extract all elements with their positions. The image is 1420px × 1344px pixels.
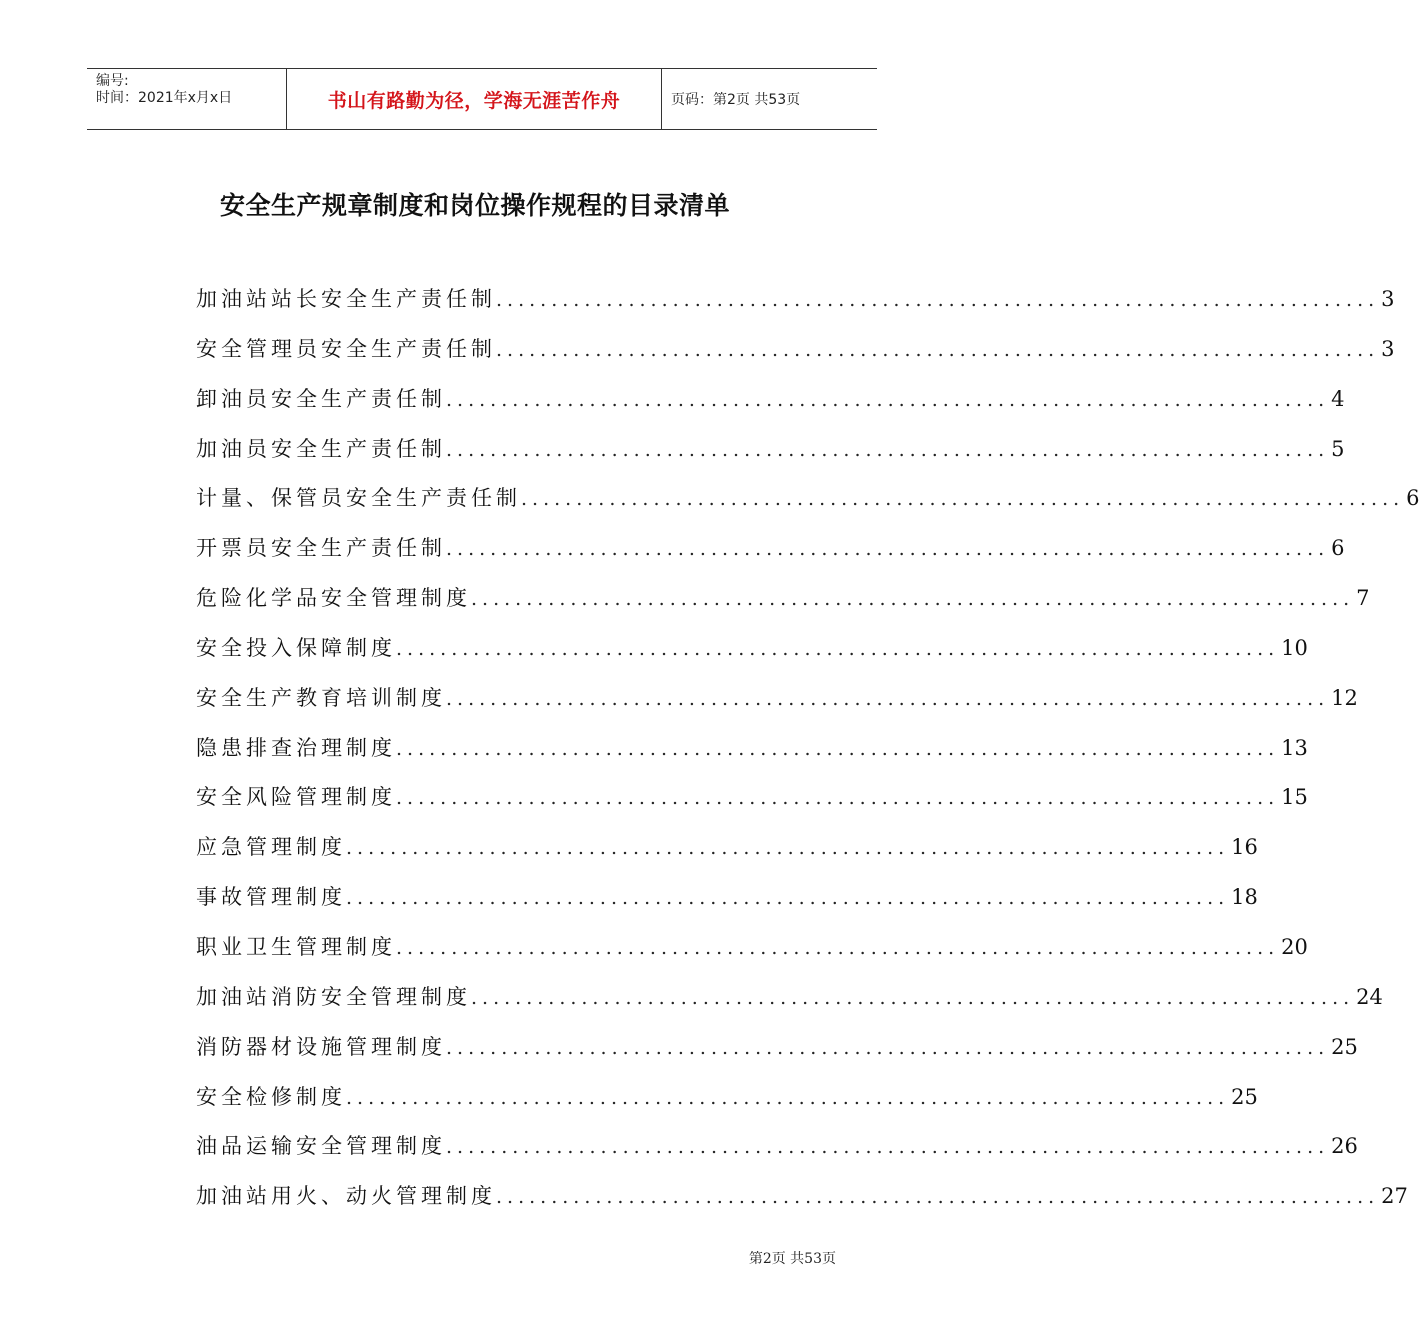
toc-entry-title: 隐患排查治理制度 [196, 735, 396, 760]
toc-entry-title: 开票员安全生产责任制 [196, 536, 446, 561]
toc-dot-leader: ................................................................................ [446, 687, 1330, 710]
header-motto [287, 69, 662, 129]
toc-entry[interactable] [196, 981, 1383, 1031]
toc-entry-page: 20 [1281, 934, 1308, 959]
header-page-info [662, 69, 877, 129]
toc-entry[interactable] [196, 532, 1345, 582]
toc-entry[interactable] [196, 831, 1258, 881]
toc-entry-title: 加油站消防安全管理制度 [196, 984, 471, 1009]
toc-dot-leader: ................................................................................ [346, 1086, 1230, 1109]
toc-entry-page: 5 [1331, 436, 1345, 461]
toc-entry-page: 13 [1281, 735, 1308, 760]
document-title: 安全生产规章制度和岗位操作规程的目录清单 [219, 191, 730, 220]
toc-entry-page: 3 [1381, 287, 1395, 311]
toc-entry-page: 3 [1381, 336, 1395, 361]
toc-dot-leader: ................................................................................ [446, 538, 1330, 561]
document-time: 时间：2021年x月x日 [96, 90, 233, 106]
toc-entry-title: 加油员安全生产责任制 [196, 436, 446, 461]
toc-entry[interactable] [196, 333, 1395, 383]
toc-entry[interactable] [196, 582, 1370, 632]
toc-entry-page: 10 [1281, 635, 1308, 660]
toc-entry[interactable] [196, 931, 1308, 981]
toc-entry-title: 安全投入保障制度 [196, 635, 396, 660]
toc-entry-title: 消防器材设施管理制度 [196, 1034, 446, 1059]
toc-entry-title: 应急管理制度 [196, 835, 346, 860]
toc-entry-page: 15 [1281, 785, 1308, 810]
toc-entry-page: 6 [1406, 486, 1420, 511]
toc-entry-page: 4 [1331, 386, 1345, 411]
toc-entry[interactable] [196, 433, 1345, 483]
toc-entry-page: 25 [1231, 1084, 1258, 1109]
toc-entry[interactable] [196, 781, 1308, 831]
toc-entry-title: 安全检修制度 [196, 1084, 346, 1109]
toc-dot-leader: ................................................................................ [446, 1136, 1330, 1159]
toc-entry-title: 计量、保管员安全生产责任制 [196, 486, 521, 511]
toc-entry[interactable] [196, 682, 1358, 732]
header-meta [87, 69, 287, 129]
toc-entry-page: 12 [1331, 685, 1358, 710]
toc-dot-leader: ................................................................................ [346, 837, 1230, 860]
toc-entry[interactable] [196, 383, 1345, 433]
toc-entry-page: 25 [1331, 1034, 1358, 1059]
toc-entry-title: 安全生产教育培训制度 [196, 685, 446, 710]
toc-dot-leader: ................................................................................ [471, 588, 1355, 611]
toc-entry-title: 危险化学品安全管理制度 [196, 586, 471, 611]
toc-dot-leader: ................................................................................ [446, 1036, 1330, 1059]
toc-entry-page: 16 [1231, 835, 1258, 860]
footer-page-number: 第2页 共53页 [748, 1251, 836, 1267]
toc-entry[interactable] [196, 1130, 1358, 1180]
toc-entry-title: 职业卫生管理制度 [196, 934, 396, 959]
toc-entry[interactable] [196, 732, 1308, 782]
toc-entry-page: 24 [1356, 984, 1383, 1009]
document-number-label: 编号: [96, 73, 129, 89]
toc-entry[interactable] [196, 482, 1420, 532]
toc-entry-page: 27 [1381, 1184, 1408, 1209]
toc-entry[interactable] [196, 632, 1308, 682]
toc-dot-leader: ................................................................................ [446, 438, 1330, 461]
page-header [87, 68, 877, 130]
toc-entry[interactable] [196, 1081, 1258, 1131]
toc-dot-leader: ................................................................................ [396, 637, 1280, 660]
toc-entry-page: 6 [1331, 536, 1345, 561]
toc-entry-page: 26 [1331, 1134, 1358, 1159]
toc-entry-title: 加油站用火、动火管理制度 [196, 1184, 496, 1209]
toc-dot-leader: ................................................................................ [396, 737, 1280, 760]
toc-dot-leader: ................................................................................ [396, 936, 1280, 959]
toc-entry[interactable] [196, 1031, 1358, 1081]
table-of-contents [196, 283, 1420, 1230]
toc-dot-leader: ................................................................................ [496, 289, 1380, 311]
toc-entry-page: 7 [1356, 586, 1370, 611]
toc-dot-leader: ................................................................................ [496, 1186, 1380, 1209]
toc-dot-leader: ................................................................................ [346, 887, 1230, 910]
toc-dot-leader: ................................................................................ [521, 488, 1405, 511]
motto-text: 书山有路勤为径，学海无涯苦作舟 [327, 89, 621, 112]
toc-dot-leader: ................................................................................ [471, 986, 1355, 1009]
toc-dot-leader: ................................................................................ [446, 388, 1330, 411]
toc-dot-leader: ................................................................................ [496, 338, 1380, 361]
page-info-text: 页码：第2页 共53页 [671, 92, 801, 108]
toc-entry-title: 安全管理员安全生产责任制 [196, 336, 496, 361]
toc-dot-leader: ................................................................................ [396, 787, 1280, 810]
toc-entry-page: 18 [1231, 885, 1258, 910]
toc-entry-title: 安全风险管理制度 [196, 785, 396, 810]
toc-entry[interactable] [196, 881, 1258, 931]
toc-entry-title: 卸油员安全生产责任制 [196, 386, 446, 411]
toc-entry-title: 事故管理制度 [196, 885, 346, 910]
toc-entry[interactable] [196, 283, 1395, 333]
toc-entry-title: 加油站站长安全生产责任制 [196, 287, 496, 311]
toc-entry-title: 油品运输安全管理制度 [196, 1134, 446, 1159]
toc-entry[interactable] [196, 1180, 1408, 1230]
